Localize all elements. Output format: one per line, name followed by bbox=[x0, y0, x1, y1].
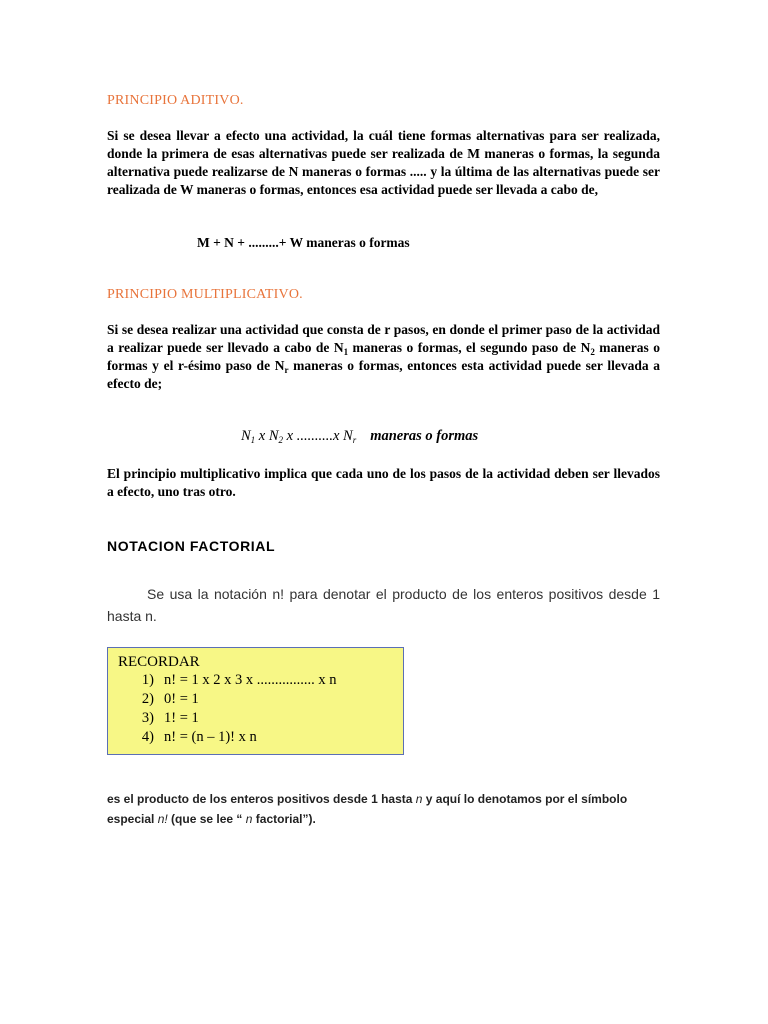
heading-principio-aditivo: PRINCIPIO ADITIVO. bbox=[107, 93, 244, 108]
formula-multiplicativo bbox=[241, 428, 478, 445]
closing-n2: n! bbox=[157, 812, 168, 826]
paragraph-multiplicativo-part3: maneras o formas y el r-ésimo paso de N bbox=[107, 340, 661, 373]
list-item-text: 1! = 1 bbox=[164, 710, 199, 726]
paragraph-multiplicativo bbox=[107, 321, 660, 393]
closing-part2: y aquí lo denotamos por el símbolo especial bbox=[107, 792, 628, 826]
paragraph-multiplicativo-part4: maneras o formas, entonces esta actividad puede ser llevada a efecto de; bbox=[107, 358, 660, 391]
closing-n1: n bbox=[415, 792, 423, 806]
subscript-1: 1 bbox=[343, 347, 349, 357]
closing-part3: (que se lee “ bbox=[167, 812, 246, 826]
list-item bbox=[118, 671, 393, 690]
list-item-text: 0! = 1 bbox=[164, 691, 199, 707]
formula-x2: x ..........x bbox=[283, 428, 344, 444]
subscript-r: r bbox=[284, 365, 289, 375]
closing-part4: factorial”). bbox=[252, 812, 316, 826]
subscript-2: 2 bbox=[590, 347, 595, 357]
list-item bbox=[118, 690, 393, 709]
list-item-number: 3) bbox=[141, 710, 154, 726]
list-item-text: n! = (n – 1)! x n bbox=[164, 729, 257, 745]
formula-nr: N bbox=[343, 428, 353, 444]
formula-x1: x bbox=[255, 428, 269, 444]
formula-n1: N bbox=[241, 428, 251, 444]
recordar-list bbox=[118, 671, 393, 747]
heading-principio-multiplicativo: PRINCIPIO MULTIPLICATIVO. bbox=[107, 287, 303, 302]
factorial-description: Se usa la notación n! para denotar el producto de los enteros positivos desde 1 hasta n. bbox=[107, 586, 660, 624]
formula-nr-sub: r bbox=[352, 435, 357, 445]
recordar-title: RECORDAR bbox=[118, 654, 200, 670]
list-item-number: 2) bbox=[141, 691, 154, 707]
formula-tail: maneras o formas bbox=[370, 428, 479, 444]
paragraph-aditivo: Si se desea llevar a efecto una actividad, la cuál tiene formas alternativas para ser realizada, donde la primera de esas alternativas puede ser realizada de M maneras o formas, la segunda alternativa puede realizarse de N maneras o formas ..... y la última de las alternativas puede ser realizada de W maneras o formas, entonces esa actividad puede ser llevada a cabo de, bbox=[107, 128, 660, 197]
list-item bbox=[118, 709, 393, 728]
list-item-number: 4) bbox=[141, 729, 154, 745]
recordar-box bbox=[107, 647, 404, 755]
formula-n2-sub: 2 bbox=[278, 435, 284, 445]
formula-n2: N bbox=[268, 428, 279, 444]
list-item bbox=[118, 728, 393, 747]
paragraph-closing bbox=[107, 789, 660, 829]
heading-notacion-factorial: NOTACION FACTORIAL bbox=[107, 538, 276, 554]
list-item-number: 1) bbox=[141, 672, 154, 688]
paragraph-implication: El principio multiplicativo implica que cada uno de los pasos de la actividad deben ser llevados a efecto, uno tras otro. bbox=[107, 466, 660, 499]
paragraph-multiplicativo-part2: maneras o formas, el segundo paso de N bbox=[348, 340, 591, 355]
formula-aditivo: M + N + .........+ W maneras o formas bbox=[197, 235, 410, 250]
closing-n3: n bbox=[245, 812, 253, 826]
formula-n1-sub: 1 bbox=[250, 435, 256, 445]
paragraph-multiplicativo-part1: Si se desea realizar una actividad que consta de r pasos, en donde el primer paso de la actividad a realizar puede ser llevado a cabo de N bbox=[107, 322, 660, 355]
list-item-text: n! = 1 x 2 x 3 x ................ x n bbox=[164, 672, 337, 688]
closing-part1: es el producto de los enteros positivos desde 1 hasta bbox=[107, 792, 416, 806]
paragraph-factorial bbox=[107, 583, 660, 627]
